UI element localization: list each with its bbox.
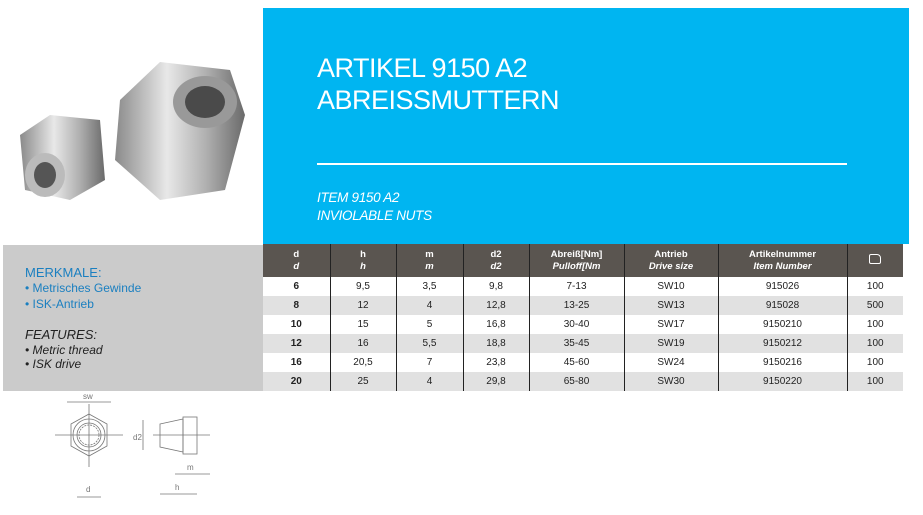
table-cell: 16 xyxy=(290,357,302,368)
label-m: m xyxy=(187,463,194,472)
table-cell: SW24 xyxy=(624,353,718,372)
table-cell: 35-45 xyxy=(529,334,624,353)
subtitle-line: ITEM 9150 A2 xyxy=(317,190,400,205)
subtitle xyxy=(317,189,432,225)
package-icon xyxy=(869,254,881,264)
table-cell: 45-60 xyxy=(529,353,624,372)
subtitle-line: INVIOLABLE NUTS xyxy=(317,208,432,223)
page-title xyxy=(317,52,559,116)
header-en: Drive size xyxy=(648,260,694,272)
feature-item: • ISK-Antrieb xyxy=(25,297,94,311)
table-cell: 8 xyxy=(263,296,330,315)
table-cell: 3,5 xyxy=(396,277,463,296)
table-cell: SW30 xyxy=(624,372,718,391)
table-cell: 13-25 xyxy=(529,296,624,315)
table-cell: SW13 xyxy=(624,296,718,315)
column-header xyxy=(463,244,529,277)
label-sw: sw xyxy=(83,392,93,401)
table-cell: 20,5 xyxy=(330,353,396,372)
table-cell: SW19 xyxy=(624,334,718,353)
features-panel xyxy=(3,245,263,391)
table-cell: 16,8 xyxy=(463,315,529,334)
divider xyxy=(317,163,847,165)
feature-item: • Metrisches Gewinde xyxy=(25,281,142,295)
table-cell: SW17 xyxy=(624,315,718,334)
table-cell: 15 xyxy=(330,315,396,334)
features-heading-en: FEATURES: xyxy=(25,327,97,342)
header-de: d xyxy=(293,248,300,260)
table-cell: 12 xyxy=(263,334,330,353)
label-h: h xyxy=(175,483,180,492)
table-cell: 23,8 xyxy=(463,353,529,372)
header-en: m xyxy=(425,260,434,272)
table-cell: 5 xyxy=(396,315,463,334)
column-header-pack xyxy=(847,244,903,277)
header-de: Artikelnummer xyxy=(748,248,817,260)
table-row xyxy=(263,296,903,315)
table-cell: 7 xyxy=(396,353,463,372)
table-cell: 10 xyxy=(290,319,302,330)
table-cell: 100 xyxy=(847,334,903,353)
table-cell: 12,8 xyxy=(463,296,529,315)
spec-table xyxy=(263,244,903,391)
column-header xyxy=(718,244,847,277)
header-de: h xyxy=(360,248,366,260)
table-cell: 9150212 xyxy=(718,334,847,353)
table-cell: 12 xyxy=(330,296,396,315)
table-cell: 9150220 xyxy=(718,372,847,391)
table-row xyxy=(263,353,903,372)
table-row xyxy=(263,334,903,353)
column-header xyxy=(396,244,463,277)
column-header xyxy=(624,244,718,277)
header-de: m xyxy=(425,248,434,260)
header-en: d xyxy=(293,260,300,272)
table-cell: 4 xyxy=(396,372,463,391)
title-line: ABREISSMUTTERN xyxy=(317,85,560,115)
table-row xyxy=(263,315,903,334)
table-cell: 9,5 xyxy=(330,277,396,296)
feature-item: • ISK drive xyxy=(25,357,82,371)
table-cell: 100 xyxy=(847,277,903,296)
label-d: d xyxy=(86,485,91,494)
header-de: Antrieb xyxy=(654,248,688,260)
header-en: Pulloff[Nm xyxy=(552,260,601,272)
table-cell: 7-13 xyxy=(529,277,624,296)
table-cell: 16 xyxy=(330,334,396,353)
table-cell: 25 xyxy=(330,372,396,391)
label-d2: d2 xyxy=(133,433,142,442)
product-photo-nuts xyxy=(10,40,250,210)
table-row xyxy=(263,372,903,391)
table-cell: 30-40 xyxy=(529,315,624,334)
column-header xyxy=(330,244,396,277)
table-row xyxy=(263,277,903,296)
table-cell: 6 xyxy=(293,281,300,292)
title-line: ARTIKEL 9150 A2 xyxy=(317,53,528,83)
table-cell: 20 xyxy=(263,372,330,391)
table-cell: 5,5 xyxy=(396,334,463,353)
table-cell: 915026 xyxy=(718,277,847,296)
table-cell: 29,8 xyxy=(463,372,529,391)
header-en: Item Number xyxy=(753,260,812,272)
table-cell: 9150210 xyxy=(718,315,847,334)
header-de: d2 xyxy=(490,248,502,260)
table-cell: 100 xyxy=(847,372,903,391)
header-en: h xyxy=(360,260,366,272)
table-cell: 915028 xyxy=(718,296,847,315)
table-cell: 9150216 xyxy=(718,353,847,372)
table-cell: 18,8 xyxy=(463,334,529,353)
column-header xyxy=(263,244,330,277)
table-cell: 100 xyxy=(847,315,903,334)
title-banner xyxy=(263,8,909,244)
technical-drawing xyxy=(45,392,225,510)
table-cell: 65-80 xyxy=(529,372,624,391)
features-heading-de: MERKMALE: xyxy=(25,265,102,280)
column-header xyxy=(529,244,624,277)
header-en: d2 xyxy=(490,260,502,272)
table-cell: 100 xyxy=(847,353,903,372)
table-cell: SW10 xyxy=(624,277,718,296)
table-cell: 9,8 xyxy=(463,277,529,296)
feature-item: • Metric thread xyxy=(25,343,103,357)
header-de: Abreiß[Nm] xyxy=(550,248,603,260)
table-cell: 500 xyxy=(847,296,903,315)
table-cell: 4 xyxy=(396,296,463,315)
